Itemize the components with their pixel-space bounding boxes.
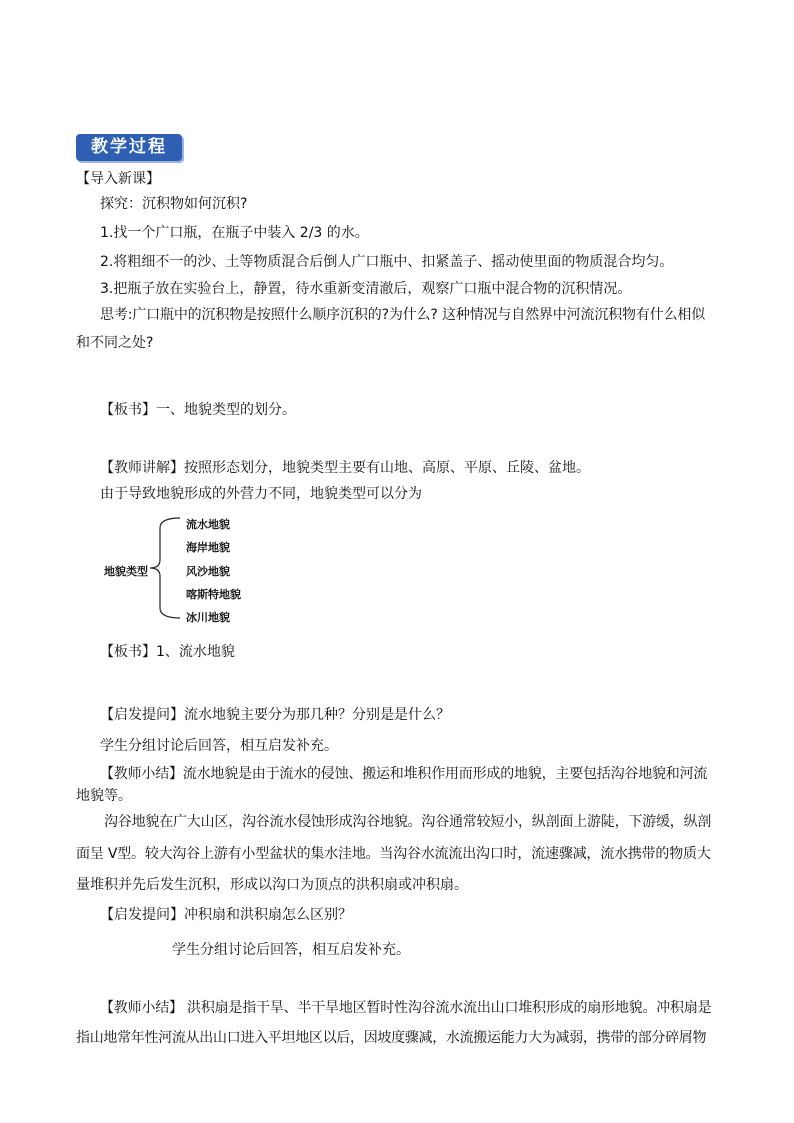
brace-icon xyxy=(150,518,180,618)
diagram-item: 风沙地貌 xyxy=(186,565,230,578)
board-note-2: 【板书】1、流水地貌 xyxy=(100,644,235,660)
gully-paragraph-line-3: 量堆积并先后发生沉积，形成以沟口为顶点的洪积扇或冲积扇。 xyxy=(76,877,468,893)
teacher-explain: 【教师讲解】按照形态划分，地貌类型主要有山地、高原、平原、丘陵、盆地。 xyxy=(100,460,590,476)
gully-paragraph-line-1: 沟谷地貌在广大山区，沟谷流水侵蚀形成沟谷地貌。沟谷通常较短小，纵剖面上游陡，下游缓，纵剖 xyxy=(104,814,712,830)
teacher-summary-2-line-2: 指山地常年性河流从出山口进入平坦地区以后，因坡度骤减，水流搬运能力大为减弱，携带的部分碎屑物 xyxy=(76,1030,707,1046)
group-discussion-2: 学生分组讨论后回答，相互启发补充。 xyxy=(172,942,410,958)
board-note-1: 【板书】一、地貌类型的划分。 xyxy=(100,402,296,418)
step-1: 1.找一个广口瓶，在瓶子中装入 2/3 的水。 xyxy=(100,225,369,241)
think-line-2: 和不同之处? xyxy=(76,335,154,351)
teacher-explain-2: 由于导致地貌形成的外营力不同，地貌类型可以分为 xyxy=(100,486,422,502)
section-heading: 【导入新课】 xyxy=(76,171,160,187)
explore-line: 探究：沉积物如何沉积? xyxy=(100,196,248,212)
section-banner: 教学过程 xyxy=(76,134,182,161)
group-discussion-1: 学生分组讨论后回答，相互启发补充。 xyxy=(100,738,338,754)
diagram-item: 海岸地貌 xyxy=(186,541,230,554)
diagram-root: 地貌类型 xyxy=(104,565,148,578)
diagram-item: 喀斯特地貌 xyxy=(186,588,241,601)
gully-paragraph-line-2: 面呈 V型。较大沟谷上游有小型盆状的集水洼地。当沟谷水流流出沟口时，流速骤减，流水携带的物质大 xyxy=(76,846,711,862)
diagram-item: 流水地貌 xyxy=(186,518,230,531)
heuristic-question-1: 【启发提问】流水地貌主要分为那几种？分别是是什么？ xyxy=(100,707,450,723)
teacher-summary-1-line-2: 地貌等。 xyxy=(76,788,132,804)
teacher-summary-1-line-1: 【教师小结】流水地貌是由于流水的侵蚀、搬运和堆积作用而形成的地貌，主要包括沟谷地貌和河流 xyxy=(100,766,708,782)
heuristic-question-2: 【启发提问】冲积扇和洪积扇怎么区别？ xyxy=(100,907,352,923)
step-2: 2.将粗细不一的沙、土等物质混合后倒人广口瓶中、扣紧盖子、摇动使里面的物质混合均匀。 xyxy=(100,254,674,270)
think-line-1: 思考:广口瓶中的沉积物是按照什么顺序沉积的?为什么? 这种情况与自然界中河流沉积物有什么相似 xyxy=(100,307,706,323)
step-3: 3.把瓶子放在实验台上，静置，待水重新变清澈后，观察广口瓶中混合物的沉积情况。 xyxy=(100,281,632,297)
teacher-summary-2-line-1: 【教师小结】 洪积扇是指干旱、半干旱地区暂时性沟谷流水流出山口堆积形成的扇形地貌。冲积扇是 xyxy=(100,1000,712,1016)
diagram-item: 冰川地貌 xyxy=(186,611,230,624)
